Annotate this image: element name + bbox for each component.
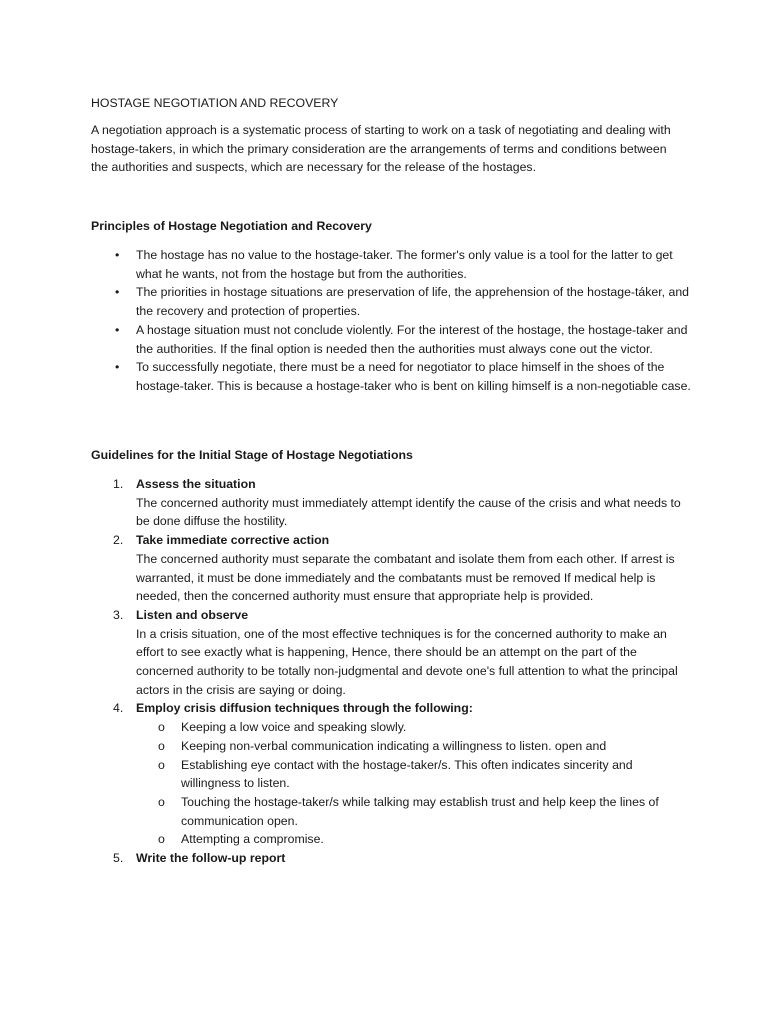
step-item: [91, 475, 691, 531]
step-item: [91, 699, 691, 849]
step-number: 2.: [113, 533, 124, 548]
step-body: The concerned authority must separate the combatant and isolate them from each other. If arrest is warranted, it must be done immediately and the combatants must be removed If medical help is needed, then the concerned authority must ensure that appropriate help is provided.: [136, 551, 675, 604]
hollow-bullet-icon: o: [158, 794, 165, 809]
bullet-icon: •: [115, 248, 120, 262]
list-item-text: The hostage has no value to the hostage-taker. The former's only value is a tool for the latter to get what he wants, not from the hostage but from the authorities.: [136, 248, 673, 281]
list-item: [91, 358, 691, 395]
step-number: 4.: [113, 701, 124, 716]
step-number: 1.: [113, 477, 124, 491]
hollow-bullet-icon: o: [158, 720, 165, 735]
step-title: Take immediate corrective action: [136, 533, 330, 548]
step-item: [91, 531, 691, 606]
step-title: Assess the situation: [136, 477, 256, 491]
bullet-icon: •: [115, 360, 120, 375]
hollow-bullet-icon: o: [158, 738, 165, 753]
step-body: The concerned authority must immediately attempt identify the cause of the crisis and what needs to be done diffuse the hostility.: [136, 495, 681, 529]
principles-heading: Principles of Hostage Negotiation and Recovery: [91, 219, 372, 233]
step-number: 3.: [113, 607, 124, 622]
hollow-bullet-icon: o: [158, 832, 165, 847]
step-item: [91, 606, 691, 700]
sub-list-item-text: Keeping non-verbal communication indicating a willingness to listen. open and: [181, 738, 607, 753]
document-title: HOSTAGE NEGOTIATION AND RECOVERY: [91, 96, 339, 110]
bullet-icon: •: [115, 322, 120, 337]
bullet-icon: •: [115, 285, 120, 300]
list-item-text: A hostage situation must not conclude violently. For the interest of the hostage, the hostage-taker and the authorities. If the final option is needed then the authorities must always cone out the victor.: [136, 322, 688, 356]
sub-list-item-text: Touching the hostage-taker/s while talking may establish trust and help keep the lines of communication open.: [181, 794, 659, 828]
guidelines-list: [91, 475, 691, 868]
list-item-text: To successfully negotiate, there must be a need for negotiator to place himself in the shoes of the hostage-taker. This is because a hostage-taker who is bent on killing himself is a non-negotiable case.: [136, 360, 691, 393]
step-number: 5.: [113, 851, 124, 866]
list-item: [91, 283, 691, 320]
step-title: Write the follow-up report: [136, 851, 286, 866]
sub-list-item: [136, 793, 691, 830]
step-item: [91, 849, 691, 868]
sub-list-item-text: Keeping a low voice and speaking slowly.: [181, 720, 407, 735]
intro-paragraph: A negotiation approach is a systematic process of starting to work on a task of negotiating and dealing with hostage-takers, in which the primary consideration are the arrangements of terms and conditions between the authorities and suspects, which are necessary for the release of the hostages.: [91, 123, 671, 175]
principles-list: [91, 246, 691, 396]
sub-list-item-text: Attempting a compromise.: [181, 832, 324, 847]
list-item: [91, 246, 691, 283]
step-title: Employ crisis diffusion techniques through the following:: [136, 701, 473, 716]
sub-list-item: [136, 756, 691, 793]
sub-list-item: [136, 737, 691, 756]
guidelines-heading: Guidelines for the Initial Stage of Hostage Negotiations: [91, 448, 413, 462]
step-body: In a crisis situation, one of the most effective techniques is for the concerned authority to make an effort to see exactly what is happening, Hence, there should be an attempt on the part of the concerned authority to be totally non-judgmental and devote one's full attention to what the principal actors in the crisis are saying or doing.: [136, 626, 678, 697]
sub-list: [136, 718, 691, 849]
step-title: Listen and observe: [136, 607, 249, 622]
list-item: [91, 321, 691, 358]
sub-list-item: [136, 718, 691, 737]
sub-list-item: [136, 830, 691, 849]
hollow-bullet-icon: o: [158, 757, 165, 772]
list-item-text: The priorities in hostage situations are preservation of life, the apprehension of the hostage-táker, and the recovery and protection of properties.: [136, 285, 690, 319]
sub-list-item-text: Establishing eye contact with the hostage-taker/s. This often indicates sincerity and willingness to listen.: [181, 757, 633, 791]
